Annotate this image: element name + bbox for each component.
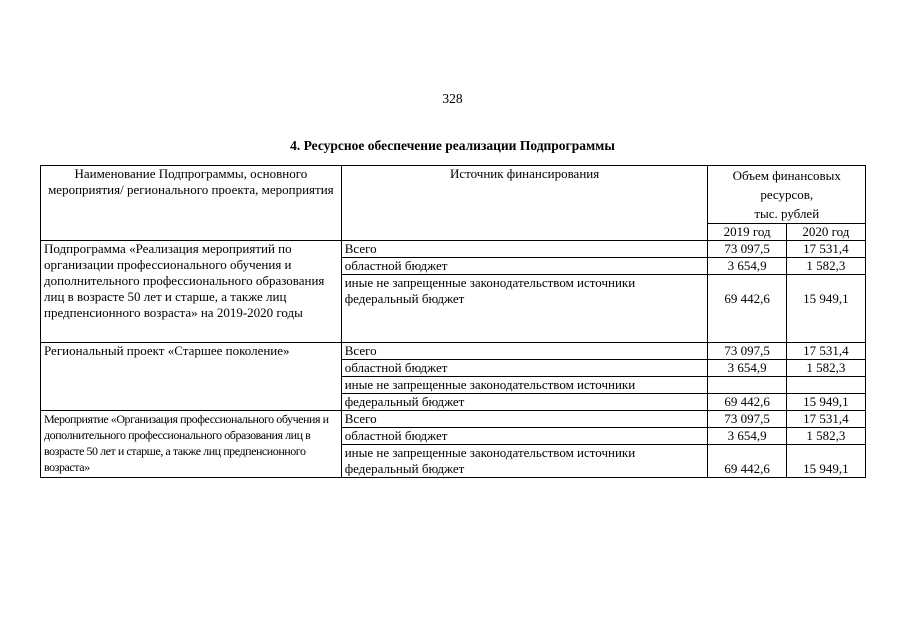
- source-other: иные не запрещенные законодательством источники: [344, 275, 636, 290]
- source-total: Всего: [341, 343, 708, 360]
- value-cell: 3 654,9: [708, 258, 786, 275]
- resource-table: [40, 165, 866, 478]
- source-federal: федеральный бюджет: [344, 461, 465, 476]
- header-volume-line-2: ресурсов,: [760, 187, 814, 202]
- value-cell: 1 582,3: [786, 360, 865, 377]
- value-cell: 17 531,4: [786, 241, 865, 258]
- value-cell: [708, 377, 786, 394]
- table-row: [41, 241, 866, 258]
- source-regional: областной бюджет: [341, 428, 708, 445]
- value-cell: 15 949,1: [786, 394, 865, 411]
- source-total: Всего: [341, 411, 708, 428]
- source-other-federal: [341, 445, 708, 478]
- header-volume-line-3: тыс. рублей: [754, 206, 820, 221]
- page-number: 328: [442, 91, 463, 106]
- value-cell: 15 949,1: [786, 275, 865, 343]
- activity-name-cell: Мероприятие «Организация профессионального обучения и дополнительного профессионального образования лиц в возрасте 50 лет и старше, а также лиц предпенсионного возраста»: [41, 411, 342, 478]
- source-other: иные не запрещенные законодательством источники: [341, 377, 708, 394]
- source-regional: областной бюджет: [341, 360, 708, 377]
- value-cell: 17 531,4: [786, 343, 865, 360]
- header-volume-cell: [708, 166, 866, 224]
- source-other-federal: [341, 275, 708, 343]
- value-cell: 69 442,6: [708, 445, 786, 478]
- source-total: Всего: [341, 241, 708, 258]
- project-name-cell: Региональный проект «Старшее поколение»: [41, 343, 342, 411]
- value-cell: [786, 377, 865, 394]
- source-other: иные не запрещенные законодательством источники: [344, 445, 636, 460]
- value-cell: 1 582,3: [786, 428, 865, 445]
- value-cell: 17 531,4: [786, 411, 865, 428]
- subprogram-name-cell: Подпрограмма «Реализация мероприятий по организации профессионального обучения и дополнительного профессионального образования лиц в возрасте 50 лет и старше, а также лиц предпенсионного возраста» на 2019-2020 годы: [41, 241, 342, 343]
- value-cell: 15 949,1: [786, 445, 865, 478]
- source-federal: федеральный бюджет: [344, 291, 465, 306]
- source-federal: федеральный бюджет: [341, 394, 708, 411]
- header-name-cell: Наименование Подпрограммы, основного мероприятия/ регионального проекта, мероприятия: [41, 166, 342, 241]
- value-cell: 1 582,3: [786, 258, 865, 275]
- value-cell: 73 097,5: [708, 411, 786, 428]
- header-source-cell: Источник финансирования: [341, 166, 708, 241]
- value-cell: 69 442,6: [708, 394, 786, 411]
- header-volume-line-1: Объем финансовых: [732, 168, 841, 183]
- section-title: 4. Ресурсное обеспечение реализации Подпрограммы: [290, 138, 615, 153]
- source-regional: областной бюджет: [341, 258, 708, 275]
- table-row: [41, 343, 866, 360]
- header-year-2019: 2019 год: [708, 224, 786, 241]
- table-row: [41, 411, 866, 428]
- value-cell: 3 654,9: [708, 428, 786, 445]
- header-row: [41, 166, 866, 224]
- value-cell: 73 097,5: [708, 343, 786, 360]
- value-cell: 3 654,9: [708, 360, 786, 377]
- value-cell: 69 442,6: [708, 275, 786, 343]
- value-cell: 73 097,5: [708, 241, 786, 258]
- header-year-2020: 2020 год: [786, 224, 865, 241]
